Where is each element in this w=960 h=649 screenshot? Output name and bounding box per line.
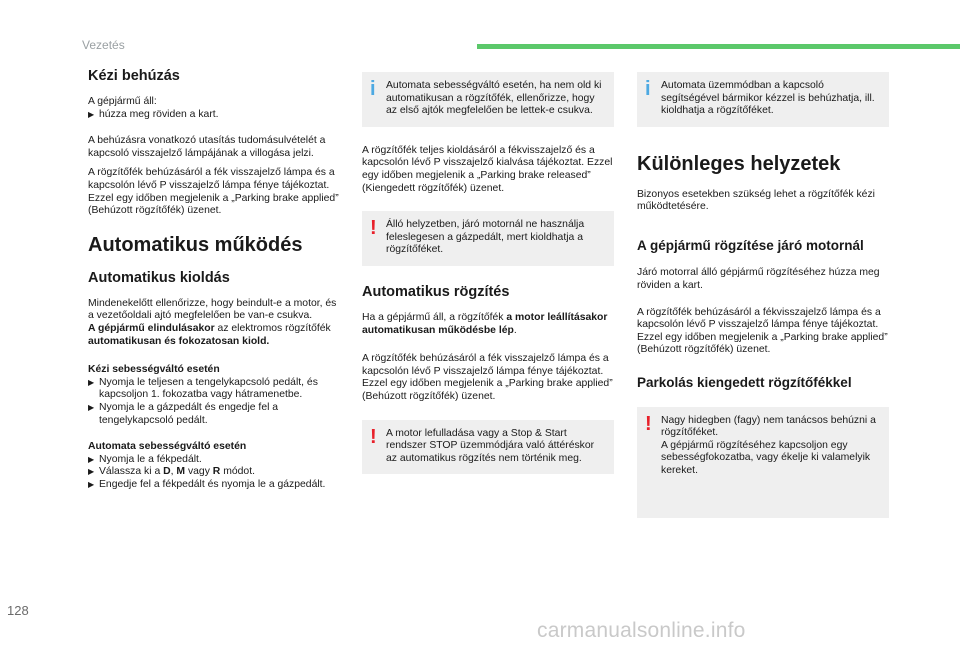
warning-box: ! Nagy hidegben (fagy) nem tanácsos behúzni a rögzítőféket. A gépjármű rögzítéséhez kapcsoljon egy sebességfokozatba, vagy ékelje ki valamelyik kereket. bbox=[637, 407, 889, 518]
page-number: 128 bbox=[7, 603, 29, 618]
heading-parking-released: Parkolás kiengedett rögzítőfékkel bbox=[637, 375, 852, 391]
paragraph-running: Járó motorral álló gépjármű rögzítéséhez húzza meg röviden a kart. bbox=[637, 267, 880, 292]
column-2 bbox=[362, 66, 614, 474]
heading-engine-running: A gépjármű rögzítése járó motornál bbox=[637, 237, 864, 253]
arrow-bullet-icon: ▶ bbox=[88, 454, 95, 464]
warning-icon: ! bbox=[370, 425, 377, 448]
heading-automatic-apply: Automatikus rögzítés bbox=[362, 283, 510, 300]
warning-box: ! A motor lefulladása vagy a Stop & Start rendszer STOP üzemmódjára való áttéréskor az automatikus rögzítés nem történik meg. bbox=[362, 420, 614, 475]
list-item: ▶ Nyomja le a gázpedált és engedje fel a tengelykapcsoló pedált. bbox=[88, 401, 279, 426]
paragraph-special: Bizonyos esetekben szükség lehet a rögzítőfék kézi működtetésére. bbox=[637, 188, 875, 213]
list-item: ▶ Nyomja le a fékpedált. bbox=[88, 453, 202, 465]
arrow-bullet-icon: ▶ bbox=[88, 402, 95, 412]
paragraph-check: Mindenekelőtt ellenőrizze, hogy beindult-e a motor, és a vezetőoldali ajtó megfelelően be van-e csukva. bbox=[88, 297, 337, 322]
list-item: ▶ húzza meg röviden a kart. bbox=[88, 108, 219, 120]
heading-manual-apply: Kézi behúzás bbox=[88, 68, 180, 84]
section-title: Vezetés bbox=[82, 38, 125, 52]
watermark: carmanualsonline.info bbox=[537, 619, 746, 642]
paragraph-indicator: A behúzásra vonatkozó utasítás tudomásulvételét a kapcsoló visszajelző lámpájának a villogása jelzi. bbox=[88, 135, 326, 159]
info-icon: i bbox=[645, 78, 651, 100]
heading-automatic-release: Automatikus kioldás bbox=[88, 269, 230, 286]
heading-automatic-operation: Automatikus működés bbox=[88, 233, 303, 256]
list-item: ▶ Nyomja le teljesen a tengelykapcsoló pedált, és kapcsoljon 1. fokozatba vagy hátramenetbe. bbox=[88, 376, 318, 401]
section-color-bar bbox=[477, 44, 960, 49]
paragraph-start: A gépjármű elindulásakor az elektromos rögzítőfék automatikusan és fokozatosan kiold. bbox=[88, 322, 331, 347]
list-item: ▶ Válassza ki a D, M vagy R módot. bbox=[88, 466, 255, 478]
info-box: i Automata üzemmódban a kapcsoló segítségével bármikor kézzel is behúzhatja, ill. kioldhatja a rögzítőféket. bbox=[637, 72, 889, 127]
paragraph-stationary: A gépjármű áll: bbox=[88, 96, 157, 107]
warning-icon: ! bbox=[645, 412, 652, 435]
arrow-bullet-icon: ▶ bbox=[88, 377, 95, 387]
paragraph-applied: A rögzítőfék behúzásáról a fék visszajelző lámpa és a kapcsolón lévő P visszajelző lámpa fénye tájékoztat. Ezzel egy időben megjelenik a „Parking brake applied” (Behúzott rögzítőfék) üzenet. bbox=[362, 353, 613, 402]
paragraph-released: A rögzítőfék teljes kioldásáról a fékvisszajelző és a kapcsolón lévő P visszajelző kialvása tájékoztat. Ezzel egy időben megjelenik a „Parking brake released” (Kiengedett rögzítőfék) üzenet. bbox=[362, 144, 613, 194]
paragraph-engine-off: Ha a gépjármű áll, a rögzítőfék a motor leállításakor automatikusan működésbe lép. bbox=[362, 311, 608, 336]
arrow-bullet-icon: ▶ bbox=[88, 479, 95, 489]
subheading-automatic-gearbox: Automata sebességváltó esetén bbox=[88, 441, 247, 453]
column-1 bbox=[88, 66, 340, 491]
paragraph-applied: A rögzítőfék behúzásáról a fékvisszajelző lámpa és a kapcsolón lévő P visszajelző lámpa fénye tájékoztat. Ezzel egy időben megjelenik a „Parking brake applied” (Behúzott rögzítőfék) üzenet. bbox=[637, 306, 888, 356]
paragraph-applied: A rögzítőfék behúzásáról a fék visszajelző lámpa és a kapcsolón lévő P visszajelző lámpa fénye tájékoztat. Ezzel egy időben megjelenik a „Parking brake applied” (Behúzott rögzítőfék) üzenet. bbox=[88, 167, 339, 217]
column-3 bbox=[637, 66, 889, 518]
info-box: i Automata sebességváltó esetén, ha nem old ki automatikusan a rögzítőfék, ellenőrizze, hogy az első ajtók megfelelően be lettek-e csukva. bbox=[362, 72, 614, 127]
info-icon: i bbox=[370, 78, 376, 100]
list-item: ▶ Engedje fel a fékpedált és nyomja le a gázpedált. bbox=[88, 478, 326, 490]
warning-box: ! Álló helyzetben, járó motornál ne használja feleslegesen a gázpedált, mert kioldhatja a rögzítőféket. bbox=[362, 211, 614, 266]
subheading-manual-gearbox: Kézi sebességváltó esetén bbox=[88, 364, 220, 376]
arrow-bullet-icon: ▶ bbox=[88, 467, 95, 477]
warning-icon: ! bbox=[370, 217, 377, 240]
arrow-bullet-icon: ▶ bbox=[88, 109, 95, 119]
heading-special-situations: Különleges helyzetek bbox=[637, 152, 841, 175]
